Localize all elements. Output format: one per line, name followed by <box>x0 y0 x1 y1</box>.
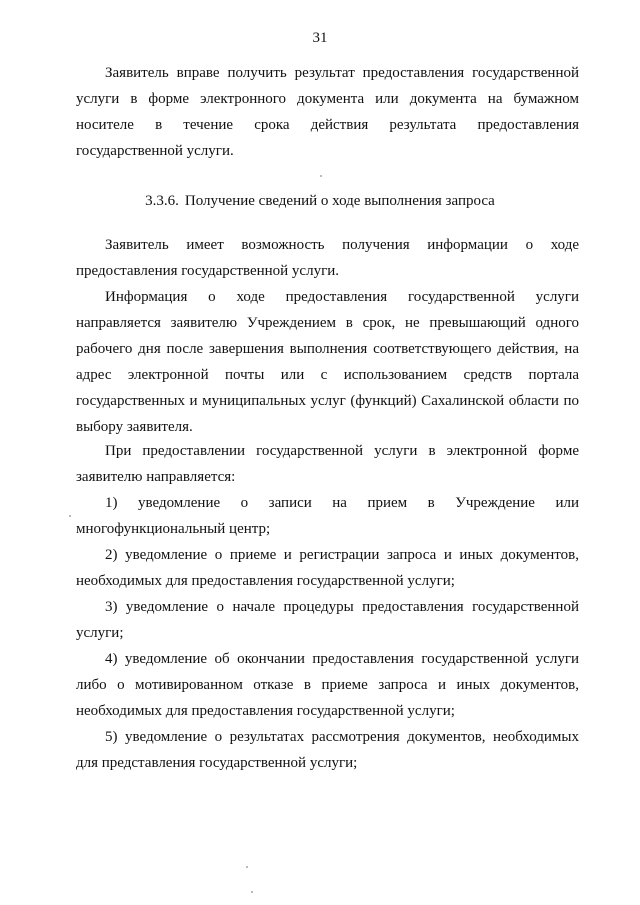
list-item: 5) уведомление о результатах рассмотрения документов, необходимых для представления государственной услуги; <box>76 729 579 771</box>
list-item: 1) уведомление о записи на прием в Учреждение или многофункциональный центр; <box>76 495 579 537</box>
paragraph-info-delivery: Информация о ходе предоставления государственной услуги направляется заявителю Учреждением в срок, не превышающий одного рабочего дня после завершения выполнения соответствующего действия, на адрес электронной почты или с использованием средств портала государственных и муниципальных услуг (функций) Сахалинской области по выбору заявителя. <box>76 289 579 435</box>
list-item: 4) уведомление об окончании предоставления государственной услуги либо о мотивированном отказе в приеме запроса и иных документов, необходимых для предоставления государственной услуги; <box>76 651 579 719</box>
section-heading <box>0 190 640 212</box>
scan-speck <box>69 515 71 517</box>
paragraph-electronic-form: При предоставлении государственной услуги в электронной форме заявителю направляется: <box>76 443 579 485</box>
list-item: 3) уведомление о начале процедуры предоставления государственной услуги; <box>76 599 579 641</box>
list-item: 2) уведомление о приеме и регистрации запроса и иных документов, необходимых для предоставления государственной услуги; <box>76 547 579 589</box>
scan-speck <box>246 866 248 868</box>
scan-speck <box>251 891 253 893</box>
section-title: Получение сведений о ходе выполнения запроса <box>184 193 495 209</box>
section-number: 3.3.6. <box>145 193 179 209</box>
paragraph-info-possibility: Заявитель имеет возможность получения информации о ходе предоставления государственной услуги. <box>76 237 579 279</box>
paragraph-result-form: Заявитель вправе получить результат предоставления государственной услуги в форме электронного документа или документа на бумажном носителе в течение срока действия результата предоставления государственной услуги. <box>76 65 579 159</box>
page-number: 31 <box>312 30 328 46</box>
scan-speck <box>320 175 322 177</box>
